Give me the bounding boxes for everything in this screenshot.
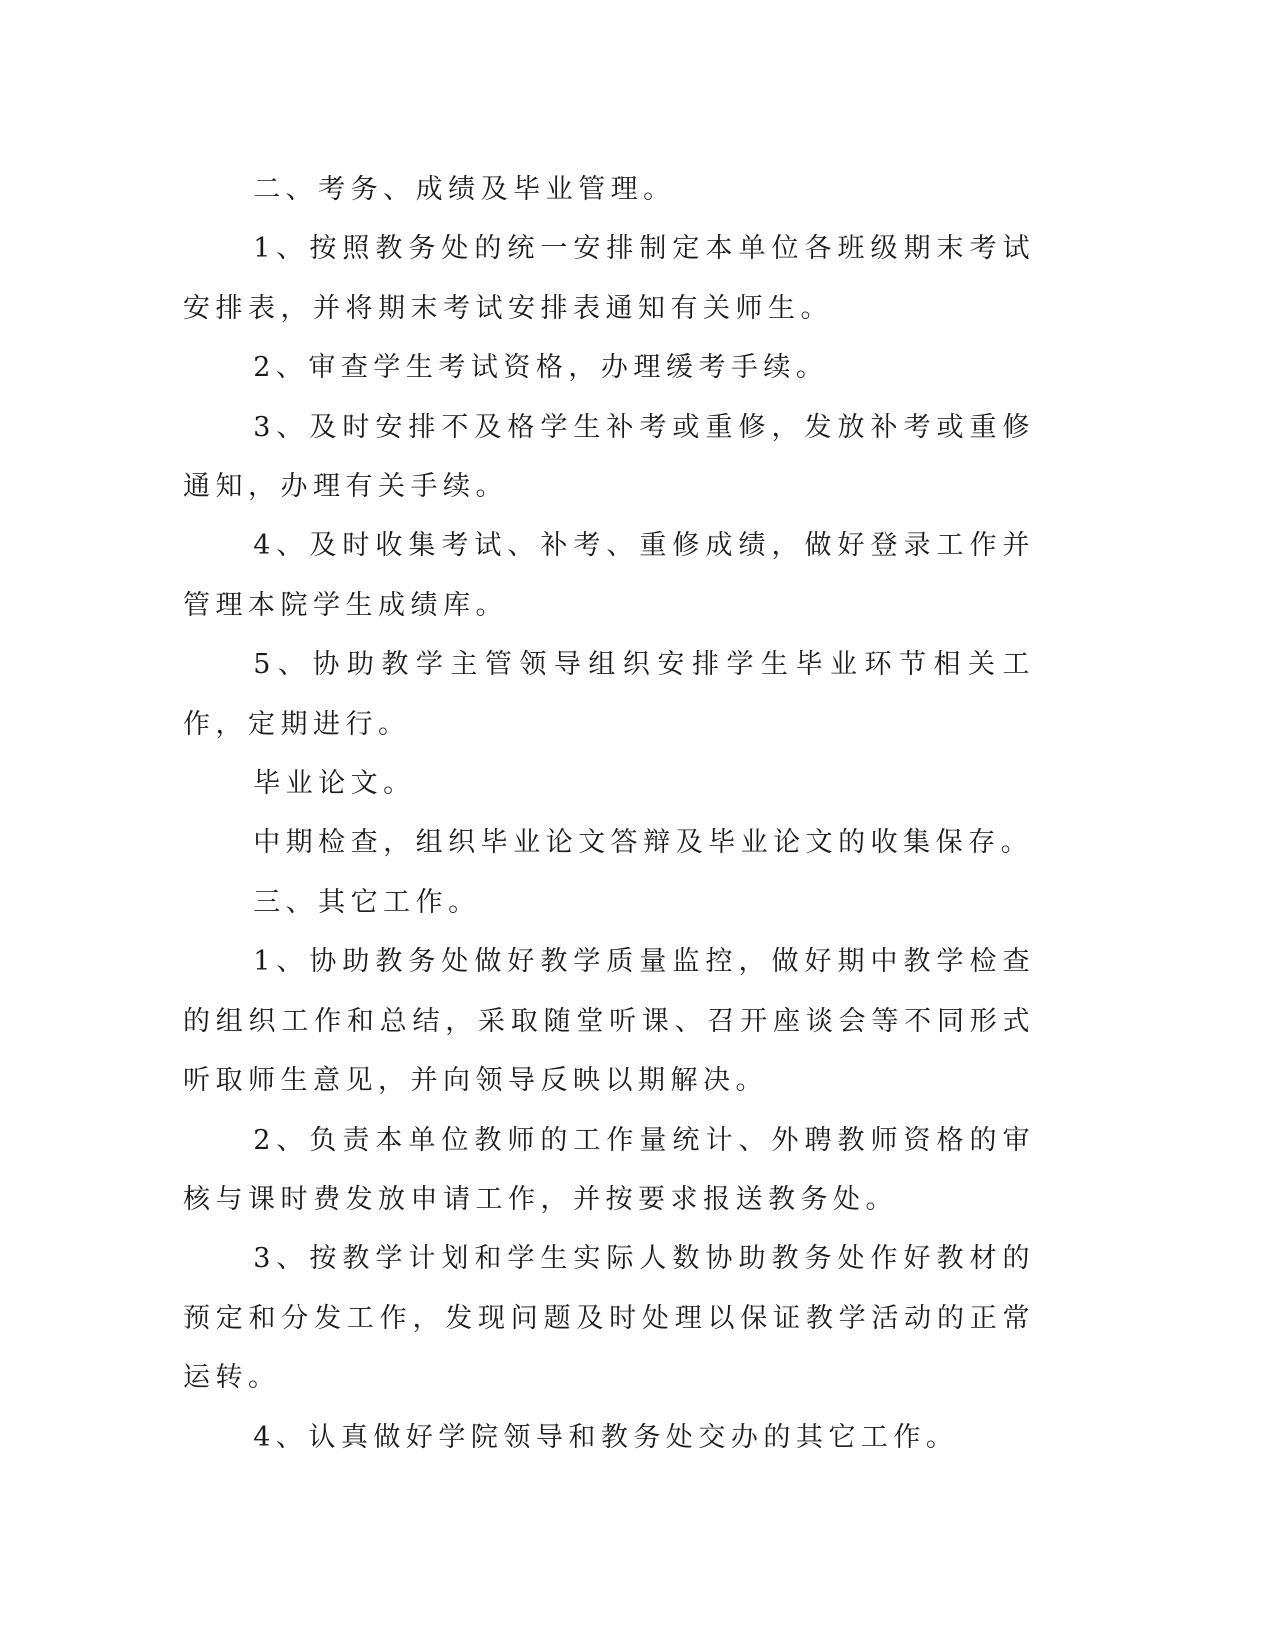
section-heading-other-work: 三、其它工作。 (253, 886, 481, 918)
paragraph-other-item-4: 4、认真做好学院领导和教务处交办的其它工作。 (253, 1421, 959, 1453)
paragraph-thesis: 毕业论文。 (253, 768, 416, 800)
paragraph-other-item-2: 2、负责本单位教师的工作量统计、外聘教师资格的审核与课时费发放申请工作，并按要求报送教务处。 (183, 1124, 1035, 1215)
paragraph-midterm-check: 中期检查，组织毕业论文答辩及毕业论文的收集保存。 (253, 827, 1034, 859)
paragraph-item-5: 5、协助教学主管领导组织安排学生毕业环节相关工作，定期进行。 (183, 649, 1035, 740)
paragraph-item-1: 1、按照教务处的统一安排制定本单位各班级期末考试安排表，并将期末考试安排表通知有关师生。 (183, 233, 1035, 324)
paragraph-other-item-3: 3、按教学计划和学生实际人数协助教务处作好教材的预定和分发工作，发现问题及时处理以保证教学活动的正常运转。 (183, 1243, 1035, 1394)
paragraph-item-4: 4、及时收集考试、补考、重修成绩，做好登录工作并管理本院学生成绩库。 (183, 530, 1035, 621)
section-heading-exam-management: 二、考务、成绩及毕业管理。 (253, 174, 676, 205)
paragraph-item-2: 2、审查学生考试资格，办理缓考手续。 (253, 352, 829, 384)
paragraph-other-item-1: 1、协助教务处做好教学质量监控，做好期中教学检查的组织工作和总结，采取随堂听课、召开座谈会等不同形式听取师生意见，并向领导反映以期解决。 (183, 946, 1035, 1097)
document-body (183, 160, 1035, 1467)
paragraph-item-3: 3、及时安排不及格学生补考或重修，发放补考或重修通知，办理有关手续。 (183, 411, 1035, 503)
